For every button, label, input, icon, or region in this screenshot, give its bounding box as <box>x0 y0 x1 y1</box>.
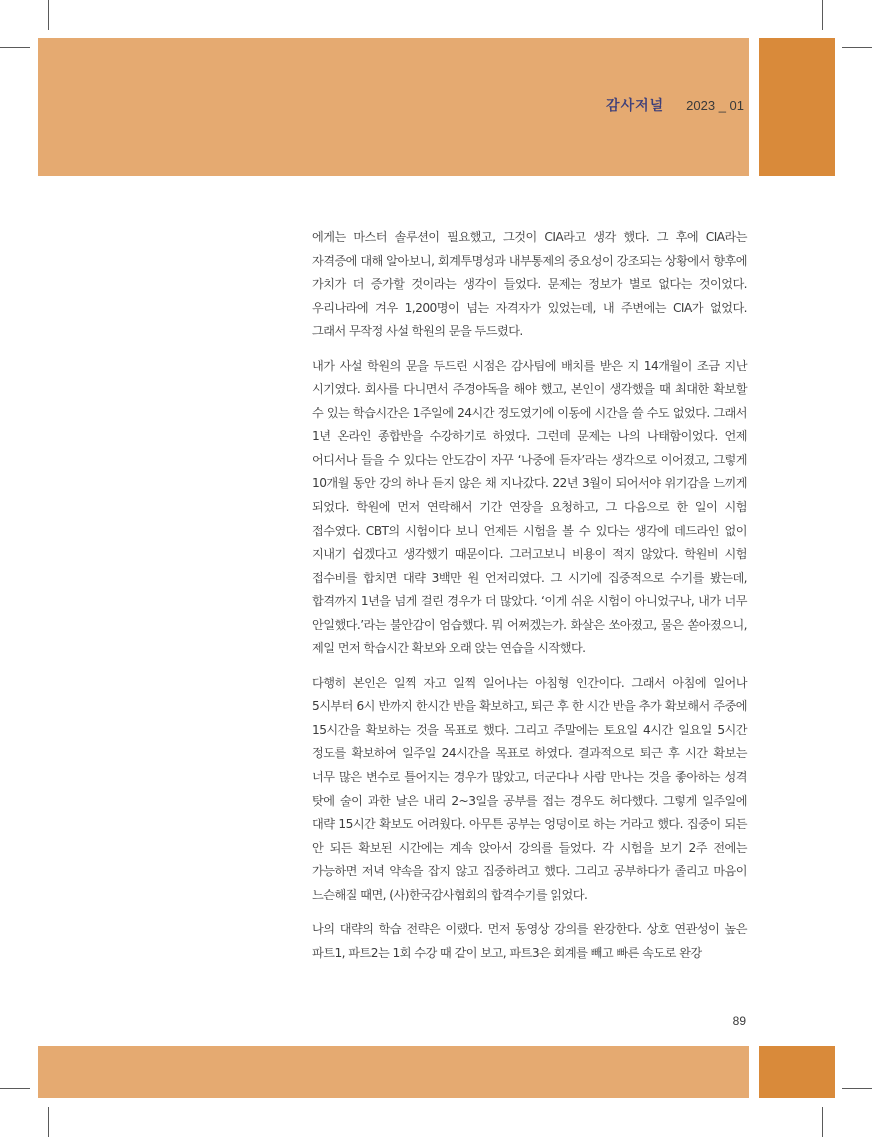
paragraph: 내가 사설 학원의 문을 두드린 시점은 감사팀에 배치를 받은 지 14개월이 조금 지난 시기였다. 회사를 다니면서 주경야독을 해야 했고, 본인이 생각했을 때 최대한 확보할 수 있는 학습시간은 1주일에 24시간 정도였기에 이동에 시간을 쓸 수도 없었다. 그래서 1년 온라인 종합반을 수강하기로 하였다. 그런데 문제는 나의 나태함이었다. 언제 어디서나 들을 수 있다는 안도감이 자꾸 ‘나중에 듣자’라는 생각으로 이어졌고, 그렇게 10개월 동안 강의 하나 듣지 않은 채 지나갔다. 22년 3월이 되어서야 위기감을 느끼게 되었다. 학원에 먼저 연락해서 기간 연장을 요청하고, 그 다음으로 한 일이 시험 접수였다. CBT의 시험이다 보니 언제든 시험을 볼 수 있다는 생각에 데드라인 없이 지내기 쉽겠다고 생각했기 때문이다. 그러고보니 비용이 적지 않았다. 학원비 시험 접수비를 합치면 대략 3백만 원 언저리였다. 그 시기에 집중적으로 수기를 봤는데, 합격까지 1년을 넘게 걸린 경우가 더 많았다. ‘이게 쉬운 시험이 아니었구나, 내가 너무 안일했다.’라는 불안감이 엄습했다. 뭐 어쩌겠는가. 화살은 쏘아졌고, 물은 쏟아졌으니, 제일 먼저 학습시간 확보와 오래 앉는 연습을 시작했다. <box>312 358 747 656</box>
crop-mark-top-right-h <box>842 47 872 48</box>
crop-mark-top-left <box>48 0 49 30</box>
header-side-block <box>759 38 835 176</box>
paragraph: 다행히 본인은 일찍 자고 일찍 일어나는 아침형 인간이다. 그래서 아침에 일어나 5시부터 6시 반까지 한시간 반을 확보하고, 퇴근 후 한 시간 반을 추가 확보해서 주중에 15시간을 확보하는 것을 목표로 했다. 그리고 주말에는 토요일 4시간 일요일 5시간 정도를 확보하여 일주일 24시간을 목표로 하였다. 결과적으로 퇴근 후 시간 확보는 너무 많은 변수로 틀어지는 경우가 많았고, 더군다나 사람 만나는 것을 좋아하는 성격 탓에 술이 과한 날은 내리 2~3일을 공부를 접는 경우도 허다했다. 그렇게 일주일에 대략 15시간 확보도 어려웠다. 아무튼 공부는 엉덩이로 하는 거라고 했다. 집중이 되든 안 되든 확보된 시간에는 계속 앉아서 강의를 들었다. 각 시험을 보기 2주 전에는 가능하면 저녁 약속을 잡지 않고 집중하려고 했다. 그리고 공부하다가 졸리고 마음이 느슨해질 때면, (사)한국감사협회의 합격수기를 읽었다. <box>312 675 747 902</box>
crop-mark-top-right <box>822 0 823 30</box>
footer-side-block <box>759 1046 835 1098</box>
journal-title: 감사저널 <box>606 98 665 114</box>
issue-label: 2023 _ 01 <box>686 98 744 113</box>
paragraph: 에게는 마스터 솔루션이 필요했고, 그것이 CIA라고 생각 했다. 그 후에 CIA라는 자격증에 대해 알아보니, 회계투명성과 내부통제의 중요성이 강조되는 상황에서 향후에 가치가 더 증가할 것이라는 생각이 들었다. 문제는 정보가 별로 없다는 것이었다. 우리나라에 겨우 1,200명이 넘는 자격자가 있었는데, 내 주변에는 CIA가 없었다. 그래서 무작정 사설 학원의 문을 두드렸다. <box>312 230 747 339</box>
page-number: 89 <box>732 1014 746 1028</box>
crop-mark-bottom-right <box>822 1107 823 1137</box>
crop-mark-top-left-h <box>0 47 30 48</box>
paragraph: 나의 대략의 학습 전략은 이랬다. 먼저 동영상 강의를 완강한다. 상호 연관성이 높은 파트1, 파트2는 1회 수강 때 같이 보고, 파트3은 회계를 빼고 빠른 속도로 완강 <box>312 922 747 960</box>
crop-mark-bottom-left <box>48 1107 49 1137</box>
crop-mark-bottom-left-h <box>0 1088 30 1089</box>
crop-mark-bottom-right-h <box>842 1088 872 1089</box>
running-header <box>606 95 744 115</box>
footer-band <box>38 1046 749 1098</box>
article-body <box>312 226 747 976</box>
